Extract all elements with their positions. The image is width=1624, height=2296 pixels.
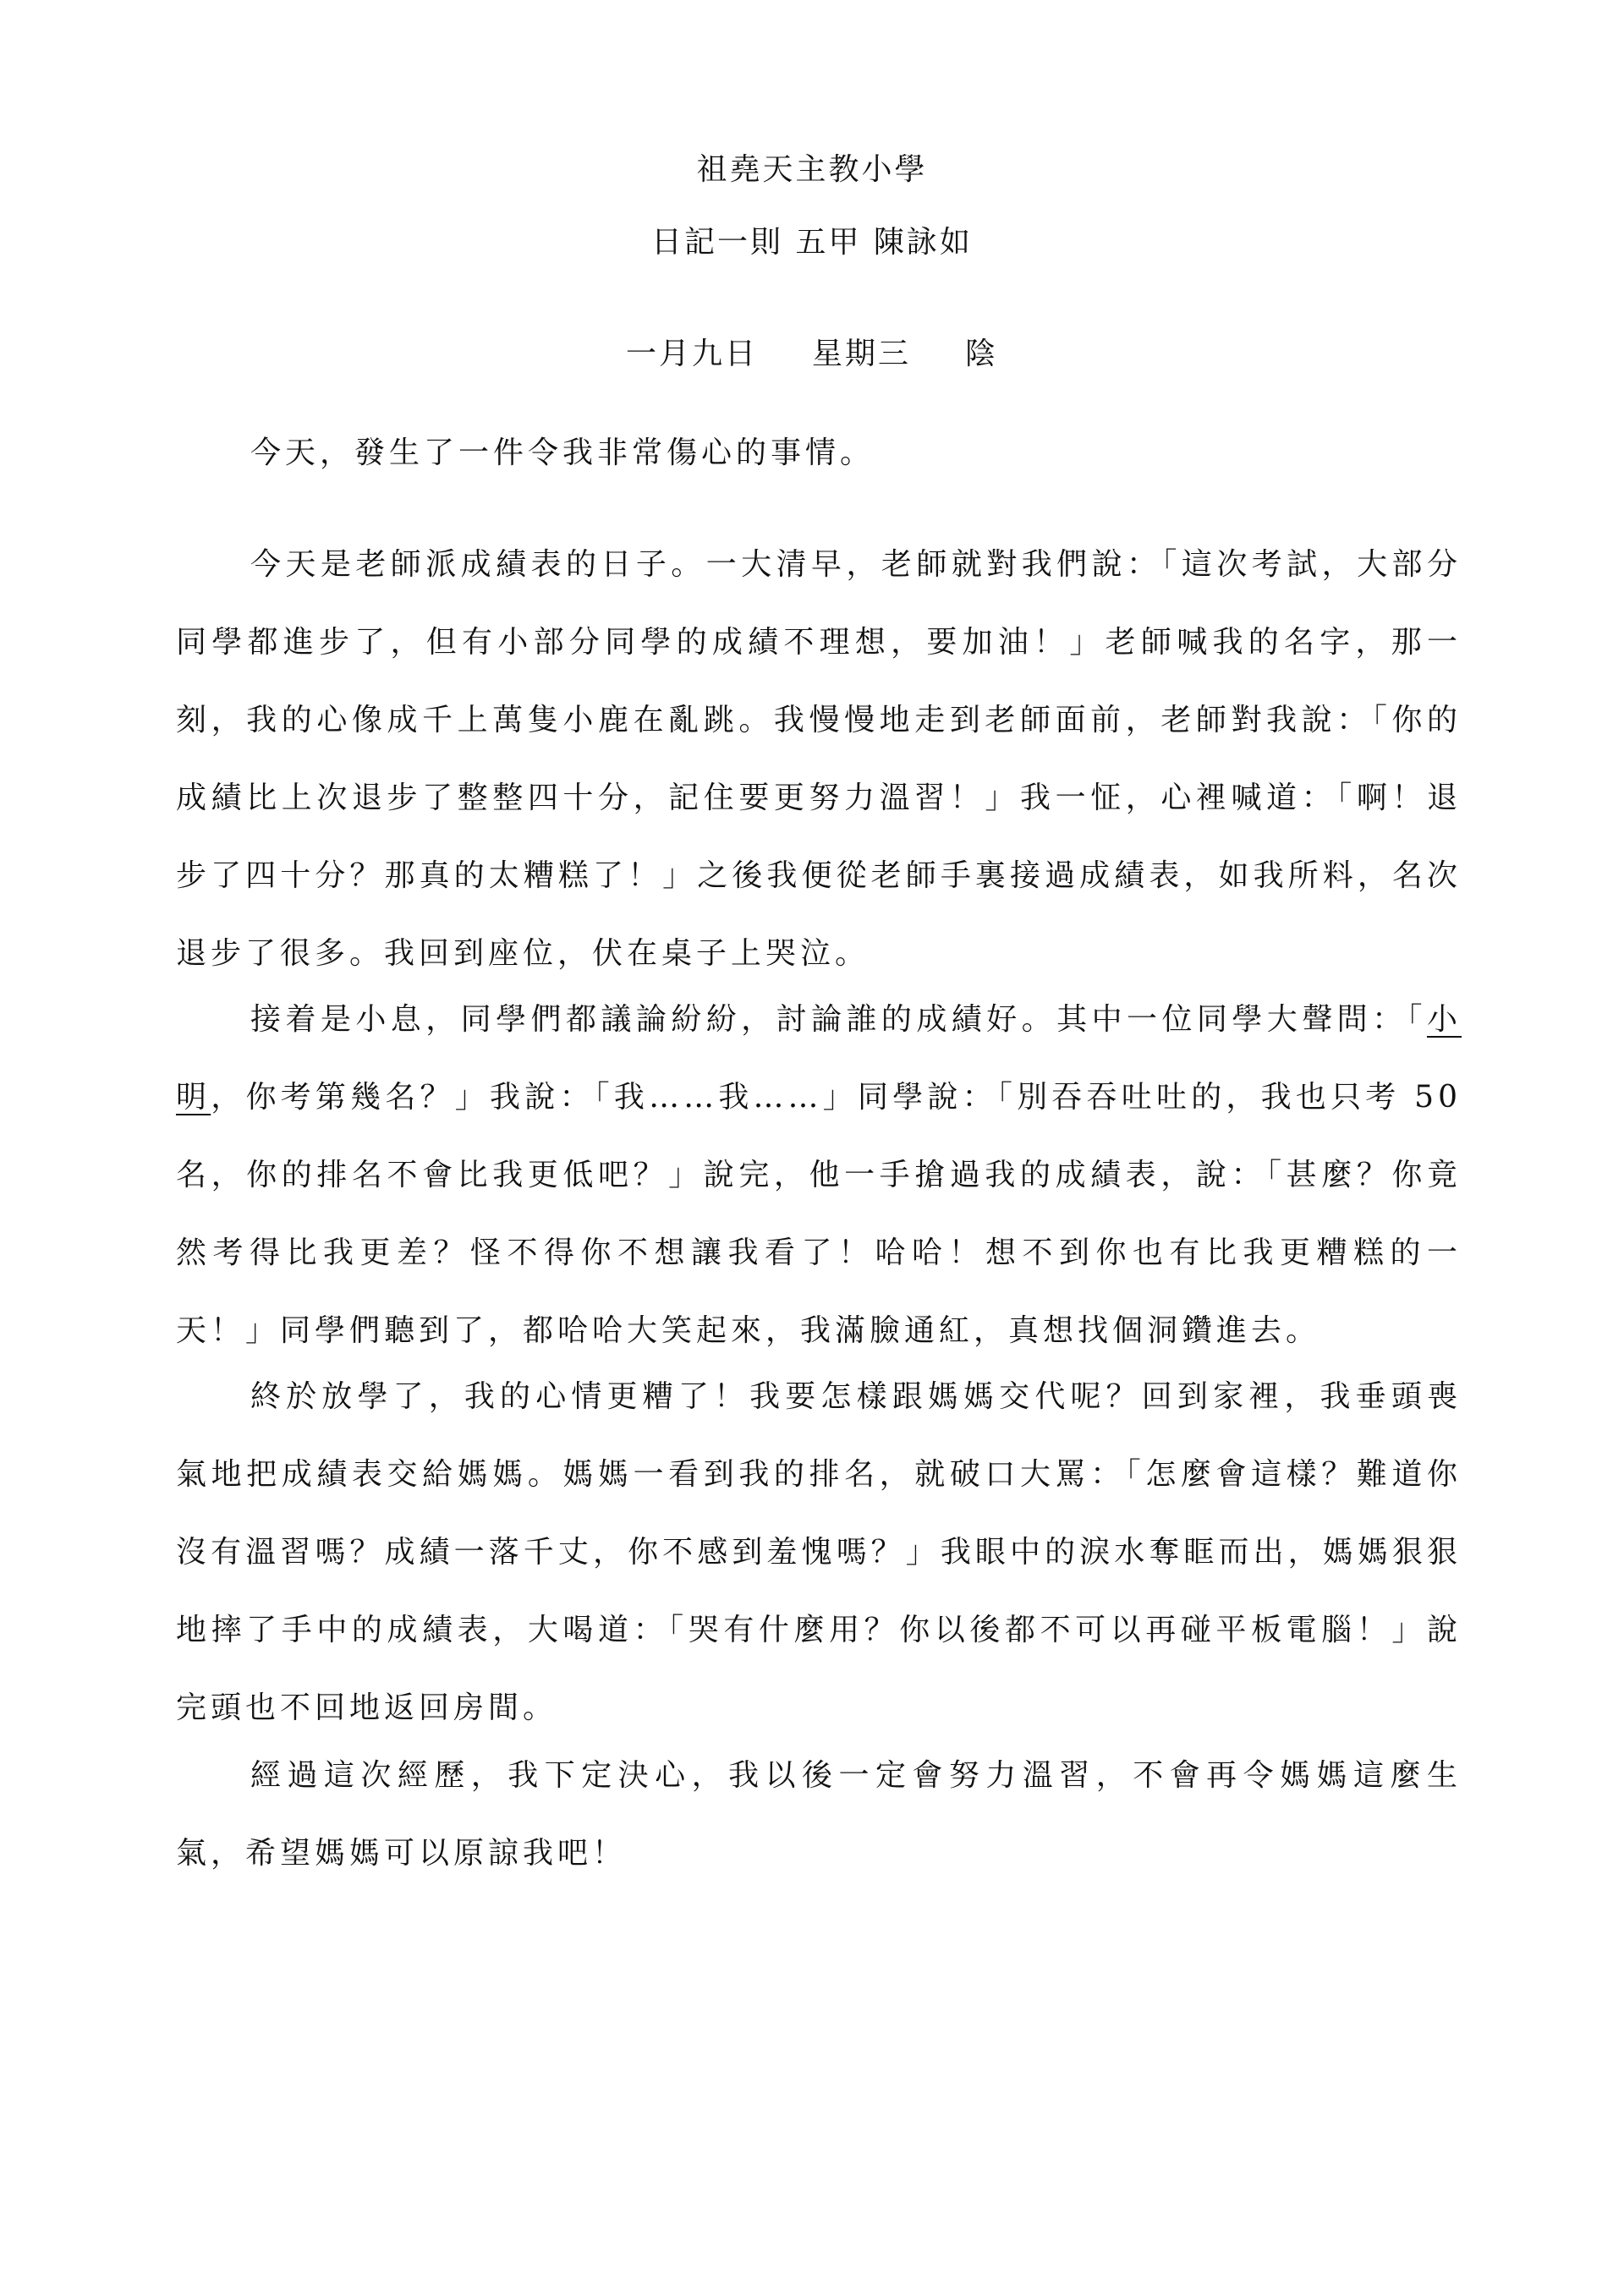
diary-weekday: 星期三 (811, 337, 911, 371)
diary-weather: 陰 (965, 337, 999, 371)
paragraph-3-before-name: 接着是小息，同學們都議論紛紛，討論誰的成績好。其中一位同學大聲問：「 (250, 1002, 1427, 1037)
paragraph-5: 經過這次經歷，我下定決心，我以後一定會努力溫習，不會再令媽媽這麼生氣，希望媽媽可以原諒我吧！ (176, 1758, 1462, 1871)
paragraph-2: 今天是老師派成績表的日子。一大清早，老師就對我們說：「這次考試，大部分同學都進步了，但有小部分同學的成績不理想，要加油！」老師喊我的名字，那一刻，我的心像成千上萬隻小鹿在亂跳。我慢慢地走到老師面前，老師對我說：「你的成績比上次退步了整整四十分，記住要更努力溫習！」我一怔，心裡喊道：「啊！退步了四十分？那真的太糟糕了！」之後我便從老師手裏接過成績表，如我所料，名次退步了很多。我回到座位，伏在桌子上哭泣。 (176, 547, 1462, 971)
date-line (0, 335, 1624, 374)
diary-date: 一月九日 (625, 337, 758, 371)
paragraph-4: 終於放學了，我的心情更糟了！我要怎樣跟媽媽交代呢？回到家裡，我垂頭喪氣地把成績表交給媽媽。媽媽一看到我的排名，就破口大罵：「怎麼會這樣？難道你沒有溫習嗎？成績一落千丈，你不感到羞愧嗎？」我眼中的淚水奪眶而出，媽媽狠狠地摔了手中的成績表，大喝道：「哭有什麼用？你以後都不可以再碰平板電腦！」說完頭也不回地返回房間。 (176, 1379, 1462, 1725)
paragraph-3-after-name: ，你考第幾名？」我說：「我……我……」同學說：「別吞吞吐吐的，我也只考 50 名，你的排名不會比我更低吧？」說完，他一手搶過我的成績表，說：「甚麼？你竟然考得比我更差？怪不得你不想讓我看了！哈哈！想不到你也有比我更糟糕的一天！」同學們聽到了，都哈哈大笑起來，我滿臉通紅，真想找個洞鑽進去。 (176, 1080, 1462, 1348)
school-name: 祖堯天主教小學 (696, 152, 928, 187)
diary-title: 日記一則 五甲 陳詠如 (651, 225, 973, 260)
classmate-name: 小明 (176, 1002, 1462, 1115)
paragraph-3 (176, 981, 1462, 1370)
paragraph-1: 今天，發生了一件令我非常傷心的事情。 (250, 436, 875, 470)
